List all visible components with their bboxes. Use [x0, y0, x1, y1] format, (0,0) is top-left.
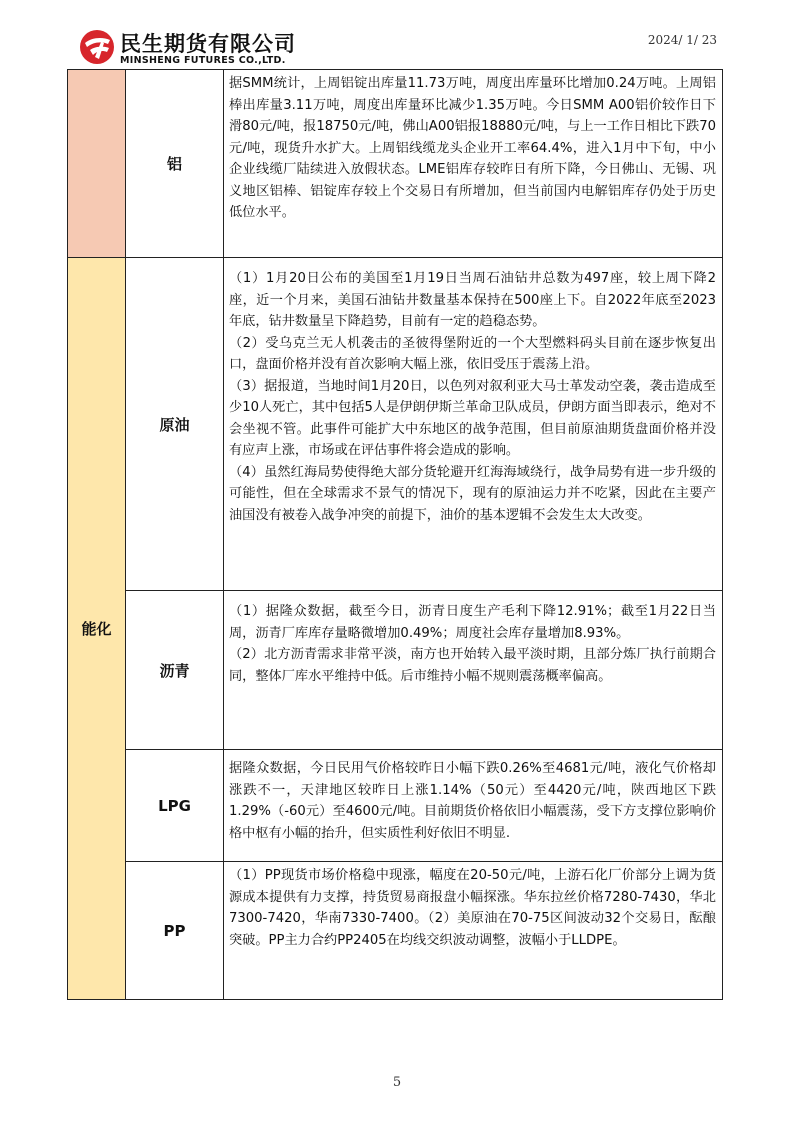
- aluminum-text: 据SMM统计，上周铝锭出库量11.73万吨，周度出库量环比增加0.24万吨。上周铝棒出库量3.11万吨，周度出库量环比减少1.35万吨。今日SMM A00铝价较作日下滑80元/吨，报18750元/吨，佛山A00铝报18880元/吨，与上一工作日相比下跌70元/吨，现货升水扩大。上周铝线缆龙头企业开工率64.4%，进入1月中下旬，中小企业线缆厂陆续进入放假状态。LME铝库存较昨日有所下降，今日佛山、无锡、巩义地区铝棒、铝锭库存较上个交易日有所增加，但当前国内电解铝库存仍处于历史低位水平。: [229, 76, 716, 220]
- product-asphalt: 沥青: [126, 591, 224, 750]
- table-row-aluminum: [68, 70, 723, 258]
- table-row-lpg: [68, 750, 723, 862]
- product-aluminum: 铝: [126, 70, 224, 258]
- crude-paragraph-3: （3）据报道，当地时间1月20日，以色列对叙利亚大马士革发动空袭，袭击造成至少10人死亡，其中包括5人是伊朗伊斯兰革命卫队成员，伊朗方面当即表示，绝对不会坐视不管。此事件可能扩大中东地区的战争范围，但目前原油期货盘面价格并没有应声上涨，市场或在评估事件将会造成的影响。: [229, 378, 716, 458]
- lpg-commentary: [224, 750, 723, 862]
- crude-paragraph-4: （4）虽然红海局势使得绝大部分货轮避开红海海域绕行，战争局势有进一步升级的可能性，但在全球需求不景气的情况下，现有的原油运力并不吃紧，因此在主要产油国没有被卷入战争冲突的前提下，油价的基本逻辑不会发生太大改变。: [229, 464, 716, 523]
- category-cell-metals: [68, 70, 126, 258]
- commodity-table: [67, 69, 723, 1000]
- company-name-en: MINSHENG FUTURES CO.,LTD.: [120, 55, 286, 66]
- table-row-crude: [68, 258, 723, 591]
- asphalt-paragraph-2: （2）北方沥青需求非常平淡，南方也开始转入最平淡时期，且部分炼厂执行前期合同，整体厂库水平维持中低。后市维持小幅不规则震荡概率偏高。: [229, 647, 716, 684]
- report-date: 2024/ 1/ 23: [647, 33, 717, 47]
- minsheng-logo-icon: [78, 28, 116, 66]
- company-logo: [78, 26, 318, 70]
- product-lpg: LPG: [126, 750, 224, 862]
- asphalt-paragraph-1: （1）据隆众数据，截至今日，沥青日度生产毛利下降12.91%；截至1月22日当周，沥青厂库库存量略微增加0.49%；周度社会库存量增加8.93%。: [229, 604, 716, 641]
- pp-text: （1）PP现货市场价格稳中现涨，幅度在20-50元/吨，上游石化厂价部分上调为货源成本提供有力支撑，持货贸易商报盘小幅探涨。华东拉丝价格7280-7430，华北7300-7420，华南7330-7400。（2）美原油在70-75区间波动32个交易日，酝酿突破。PP主力合约PP2405在均线交织波动调整，波幅小于LLDPE。: [229, 868, 716, 948]
- aluminum-commentary: [224, 70, 723, 258]
- table-row-pp: [68, 862, 723, 1000]
- page-header: [0, 0, 794, 72]
- category-energy-chemicals: 能化: [68, 258, 126, 1000]
- crude-paragraph-2: （2）受乌克兰无人机袭击的圣彼得堡附近的一个大型燃料码头目前在逐步恢复出口，盘面价格并没有首次影响大幅上涨，依旧受压于震荡上沿。: [229, 335, 716, 372]
- table-row-asphalt: [68, 591, 723, 750]
- crude-paragraph-1: （1）1月20日公布的美国至1月19日当周石油钻井总数为497座，较上周下降2座，近一个月来，美国石油钻井数量基本保持在500座上下。自2022年底至2023年底，钻井数量呈下降趋势，目前有一定的趋稳态势。: [229, 271, 716, 329]
- lpg-text: 据隆众数据，今日民用气价格较昨日小幅下跌0.26%至4681元/吨，液化气价格却涨跌不一，天津地区较昨日上涨1.14%（50元）至4420元/吨，陕西地区下跌1.29%（-60元）至4600元/吨。目前期货价格依旧小幅震荡，受下方支撑位影响价格中枢有小幅的抬升，但实质性利好依旧不明显.: [229, 761, 716, 841]
- company-name-cn: 民生期货有限公司: [120, 32, 296, 56]
- product-pp: PP: [126, 862, 224, 1000]
- product-crude-oil: 原油: [126, 258, 224, 591]
- page-number: 5: [392, 1075, 402, 1090]
- crude-commentary: [224, 258, 723, 591]
- pp-commentary: [224, 862, 723, 1000]
- asphalt-commentary: [224, 591, 723, 750]
